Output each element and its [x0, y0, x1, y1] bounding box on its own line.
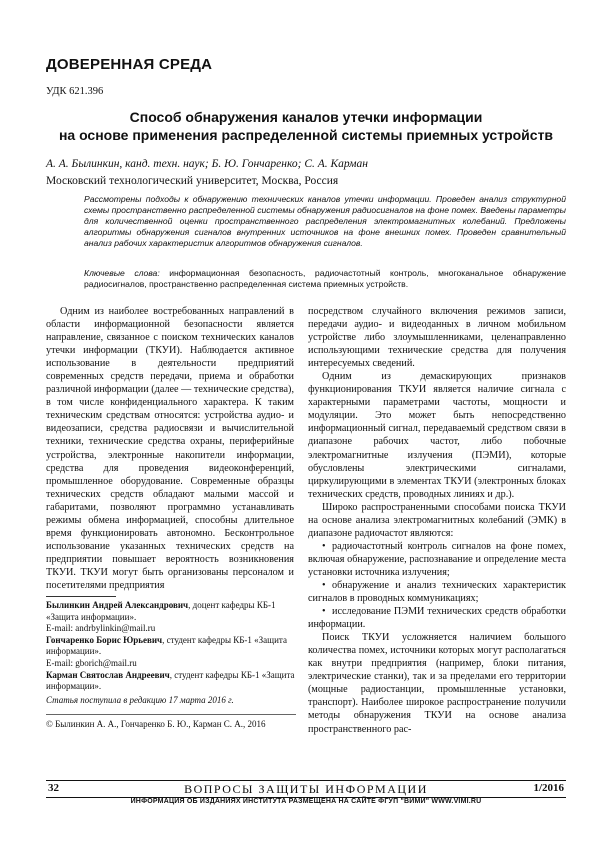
author-email: E-mail: gborich@mail.ru: [46, 657, 137, 668]
paragraph: Поиск ТКУИ усложняется наличием большого количества помех, источники которых могут располагаться как внутри предприятия (например, блоки питания, электрические станки), так и за пределами его территории (мощные радиостанции, промышленные установки, транспорт). Наиболее широкое распространение получили методы обнаружения ТКУИ на основе анализа пространственного рас-: [308, 632, 566, 735]
author-name: Былинкин Андрей Александрович: [46, 600, 189, 610]
author-name: Гончаренко Борис Юрьевич: [46, 634, 163, 645]
body-column-right: [308, 305, 566, 736]
abstract: Рассмотрены подходы к обнаружению технических каналов утечки информации. Проведен анализ структурной схемы пространственно распределенной системы обнаружения радиосигналов на фоне помех. Введены параметры для количественной оценки пространственного распределения электромагнитных колебаний. Предложены алгоритмы обнаружения сигналов внутренних источников на фоне внешних помех. Проведен сравнительный анализ рабочих характеристик алгоритмов обнаружения сигналов.: [84, 194, 566, 248]
copyright: © Былинкин А. А., Гончаренко Б. Ю., Карман С. А., 2016: [46, 714, 296, 731]
bullet-icon: •: [322, 579, 326, 591]
article-title-line-2: на основе применения распределенной системы приемных устройств: [58, 127, 554, 143]
paragraph: Широко распространенными способами поиска ТКУИ на основе анализа электромагнитных колебаний (ЭМК) в диапазоне радиочастот являются:: [308, 501, 566, 539]
keywords-label: Ключевые слова:: [84, 268, 160, 278]
author-email: E-mail: andrbylinkin@mail.ru: [46, 623, 156, 634]
keywords-text: информационная безопасность, радиочастотный контроль, многоканальное обнаружение радиосигналов, пространственно распределенная система приемных устройств.: [84, 268, 566, 289]
author-position: , доцент кафедры КБ-1 «Защита информации».: [46, 600, 276, 622]
section-title: ДОВЕРЕННАЯ СРЕДА: [46, 56, 213, 73]
page-number: 32: [48, 782, 59, 794]
list-item: [308, 605, 566, 631]
paragraph: Одним из наиболее востребованных направлений в области информационной безопасности является направление, связанное с поиском технических каналов утечки информации (ТКУИ). Наблюдается активное использование в деятельности предприятий современных средств передачи, приема и обработки различной информации (далее — технические средства), в том числе конфиденциального характера. К таким техническим средствам относятся: устройства аудио- и видеозаписи, средства радиосвязи и вычислительной техники, технические средства охраны, периферийные устройства, электронные накопители информации, средства для проведения видеоконференций, промышленное оборудование. Современные образцы технических средств обладают малыми массой и габаритами, позволяют программно устанавливать режимы обмена информацией, способны длительное время функционировать автономно. Бесконтрольное использование указанных технических средств на предприятии повышает вероятность возникновения ТКУИ. ТКУИ могут быть организованы персоналом и посетителями предприятия: [46, 306, 294, 591]
affiliation: Московский технологический университет, Москва, Россия: [46, 175, 339, 187]
article-title-line-1: Способ обнаружения каналов утечки информации: [129, 109, 483, 125]
authors: А. А. Былинкин, канд. техн. наук; Б. Ю. Гончаренко; С. А. Карман: [46, 158, 368, 170]
journal-name: ВОПРОСЫ ЗАЩИТЫ ИНФОРМАЦИИ: [184, 782, 428, 796]
author-note-3: [46, 670, 296, 693]
author-position: , студент кафедры КБ-1 «Защита информации».: [46, 669, 295, 692]
paragraph: Одним из демаскирующих признаков функционирования ТКУИ является наличие сигнала с характерными параметрами частоты, мощности и модуляции. Это может быть непосредственно информационный сигнал, передаваемый средством связи в диапазоне рабочих частот, либо побочные электромагнитные излучения (ПЭМИ), которые обусловлены электрическими сигналами, циркулирующими в элементах ТКУИ (электронных блоках технических средств, проводных линиях и др.).: [308, 371, 566, 500]
bullet-icon: •: [322, 606, 326, 618]
author-note-1: [46, 600, 296, 623]
list-item-text: обнаружение и анализ технических характеристик сигналов в проводных коммуникациях;: [308, 579, 566, 605]
list-item-text: исследование ПЭМИ технических средств обработки информации.: [308, 606, 566, 631]
list-item-text: радиочастотный контроль сигналов на фоне помех, включая обнаружение, распознавание и определение места установки источника излучения;: [308, 540, 566, 578]
publisher-notice: ИНФОРМАЦИЯ ОБ ИЗДАНИЯХ ИНСТИТУТА РАЗМЕЩЕНА НА САЙТЕ ФГУП "ВИМИ" WWW.VIMI.RU: [130, 798, 482, 805]
bullet-icon: •: [322, 540, 326, 552]
author-note-2: [46, 635, 296, 658]
list-item: [308, 579, 566, 605]
received-date: Статья поступила в редакцию 17 марта 2016 г.: [46, 694, 234, 705]
page-footer: [46, 780, 566, 798]
author-name: Карман Святослав Андреевич: [46, 669, 170, 680]
article-title: [46, 108, 566, 144]
list-item: [308, 540, 566, 579]
issue-number: 1/2016: [533, 782, 564, 794]
author-position: , студент кафедры КБ-1 «Защита информации».: [46, 634, 287, 657]
author-footnotes: [46, 600, 296, 731]
keywords: [84, 268, 566, 290]
bullet-list: [308, 540, 566, 631]
paragraph: посредством случайного включения режимов записи, передачи аудио- и видеоданных в личном мобильном устройстве либо злоумышленниками, целенаправленно использующими технические средства для получения интересуемых сведений.: [308, 306, 566, 370]
udk-code: УДК 621.396: [46, 86, 104, 97]
body-column-left: [46, 305, 294, 592]
footnote-divider: [46, 596, 116, 597]
